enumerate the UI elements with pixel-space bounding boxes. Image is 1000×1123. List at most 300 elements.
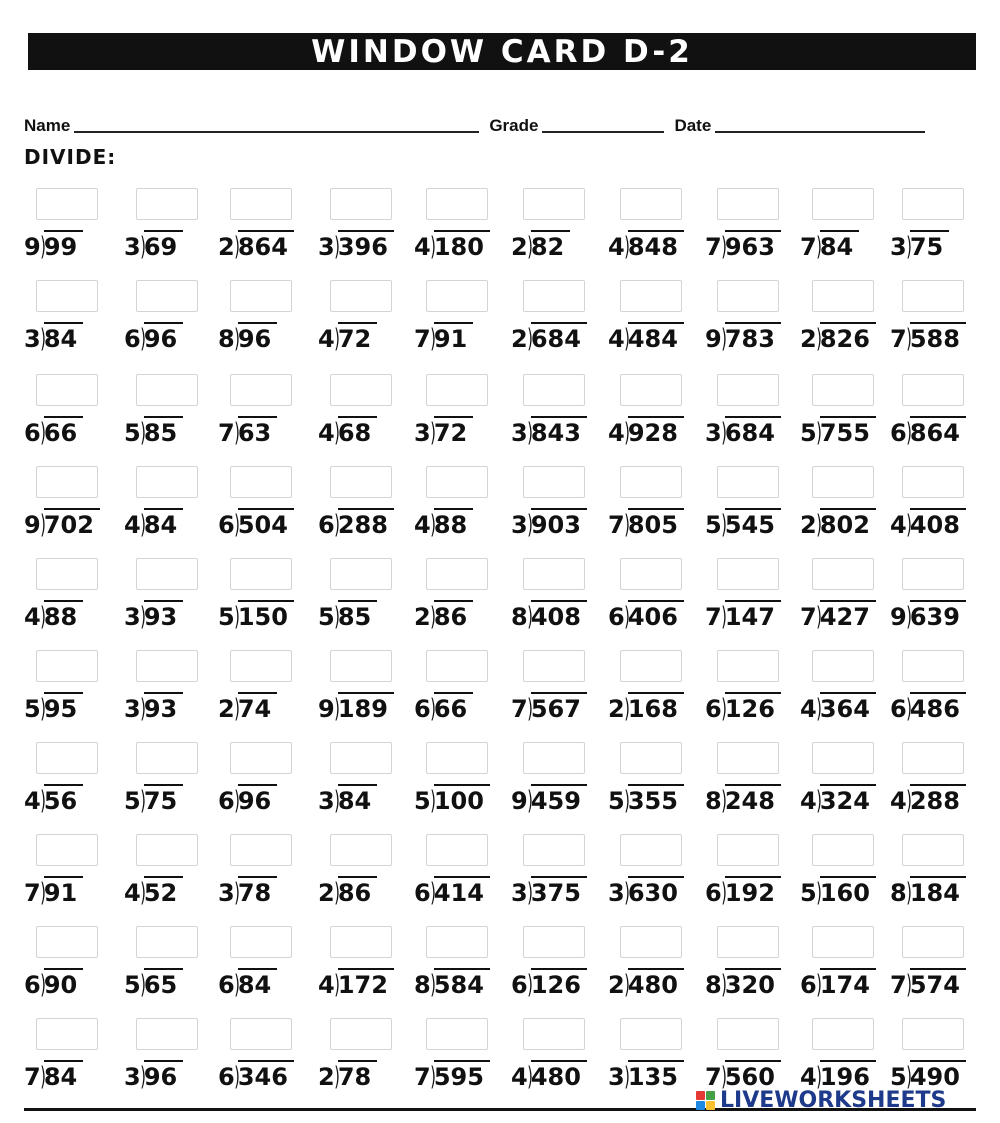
divisor: 4: [124, 511, 141, 539]
grade-label: Grade: [489, 116, 539, 135]
answer-box[interactable]: [36, 834, 98, 866]
division-expression: [218, 784, 277, 815]
division-expression: [511, 1060, 587, 1091]
divisor: 3: [124, 1063, 141, 1091]
answer-box[interactable]: [620, 558, 682, 590]
division-problem: [890, 926, 986, 1006]
dividend: 320: [725, 968, 781, 999]
divisor: 2: [318, 879, 335, 907]
division-bracket-icon: ): [815, 786, 822, 816]
answer-box[interactable]: [426, 926, 488, 958]
division-problem: [608, 834, 704, 914]
answer-box[interactable]: [230, 374, 292, 406]
division-problem: [218, 374, 314, 454]
division-problem: [705, 650, 801, 730]
division-bracket-icon: ): [39, 602, 46, 632]
divisor: 6: [24, 971, 41, 999]
division-problem: [414, 742, 510, 822]
division-problem: [124, 558, 220, 638]
division-expression: [414, 230, 490, 261]
answer-box[interactable]: [230, 926, 292, 958]
divisor: 4: [608, 419, 625, 447]
division-expression: [890, 230, 949, 261]
divisor: 5: [318, 603, 335, 631]
division-bracket-icon: ): [333, 324, 340, 354]
division-problem: [705, 834, 801, 914]
division-problem: [24, 280, 120, 360]
answer-box[interactable]: [812, 742, 874, 774]
answer-box[interactable]: [330, 742, 392, 774]
division-problem: [24, 188, 120, 268]
answer-box[interactable]: [426, 374, 488, 406]
dividend: 864: [910, 416, 966, 447]
division-bracket-icon: ): [233, 970, 240, 1000]
division-problem: [705, 466, 801, 546]
answer-box[interactable]: [717, 742, 779, 774]
division-problem: [511, 558, 607, 638]
divisor: 4: [124, 879, 141, 907]
division-bracket-icon: ): [429, 418, 436, 448]
answer-box[interactable]: [36, 466, 98, 498]
division-bracket-icon: ): [333, 786, 340, 816]
division-problem: [511, 374, 607, 454]
division-expression: [414, 600, 473, 631]
division-problem: [218, 1018, 314, 1098]
division-bracket-icon: ): [139, 694, 146, 724]
answer-box[interactable]: [620, 742, 682, 774]
answer-box[interactable]: [620, 650, 682, 682]
answer-box[interactable]: [36, 742, 98, 774]
answer-box[interactable]: [902, 466, 964, 498]
division-expression: [705, 876, 781, 907]
dividend: 459: [531, 784, 587, 815]
answer-box[interactable]: [717, 280, 779, 312]
divisor: 4: [800, 787, 817, 815]
answer-box[interactable]: [902, 280, 964, 312]
answer-box[interactable]: [230, 742, 292, 774]
division-problem: [318, 742, 414, 822]
division-bracket-icon: ): [429, 324, 436, 354]
division-bracket-icon: ): [429, 1062, 436, 1092]
answer-box[interactable]: [136, 650, 198, 682]
divisor: 2: [511, 325, 528, 353]
division-bracket-icon: ): [815, 694, 822, 724]
answer-box[interactable]: [523, 1018, 585, 1050]
answer-box[interactable]: [36, 926, 98, 958]
answer-box[interactable]: [330, 466, 392, 498]
division-bracket-icon: ): [905, 324, 912, 354]
answer-box[interactable]: [36, 188, 98, 220]
division-expression: [414, 416, 473, 447]
divisor: 4: [318, 325, 335, 353]
division-expression: [218, 230, 294, 261]
answer-box[interactable]: [620, 374, 682, 406]
divisor: 9: [24, 233, 41, 261]
answer-box[interactable]: [717, 926, 779, 958]
answer-box[interactable]: [136, 742, 198, 774]
divisor: 4: [24, 787, 41, 815]
answer-box[interactable]: [717, 374, 779, 406]
date-line: [715, 130, 925, 133]
answer-box[interactable]: [330, 926, 392, 958]
answer-box[interactable]: [426, 834, 488, 866]
dividend: 84: [238, 968, 277, 999]
division-expression: [800, 416, 876, 447]
division-bracket-icon: ): [139, 232, 146, 262]
answer-box[interactable]: [426, 466, 488, 498]
divisor: 3: [705, 419, 722, 447]
division-bracket-icon: ): [333, 970, 340, 1000]
answer-box[interactable]: [717, 188, 779, 220]
dividend: 848: [628, 230, 684, 261]
division-problem: [800, 650, 896, 730]
answer-box[interactable]: [230, 650, 292, 682]
dividend: 355: [628, 784, 684, 815]
divisor: 3: [414, 419, 431, 447]
answer-box[interactable]: [523, 188, 585, 220]
answer-box[interactable]: [136, 834, 198, 866]
division-problem: [218, 834, 314, 914]
divisor: 6: [890, 419, 907, 447]
answer-box[interactable]: [812, 834, 874, 866]
division-expression: [24, 600, 83, 631]
division-bracket-icon: ): [333, 418, 340, 448]
division-bracket-icon: ): [139, 970, 146, 1000]
division-expression: [218, 508, 294, 539]
division-expression: [608, 1060, 684, 1091]
dividend: 91: [434, 322, 473, 353]
answer-box[interactable]: [620, 1018, 682, 1050]
division-expression: [24, 968, 83, 999]
answer-box[interactable]: [230, 280, 292, 312]
divisor: 3: [218, 879, 235, 907]
division-expression: [890, 600, 966, 631]
dividend: 408: [910, 508, 966, 539]
answer-box[interactable]: [902, 188, 964, 220]
division-problem: [24, 650, 120, 730]
division-bracket-icon: ): [720, 602, 727, 632]
division-expression: [124, 230, 183, 261]
division-bracket-icon: ): [39, 510, 46, 540]
division-bracket-icon: ): [623, 694, 630, 724]
answer-box[interactable]: [812, 926, 874, 958]
answer-box[interactable]: [620, 834, 682, 866]
dividend: 567: [531, 692, 587, 723]
division-bracket-icon: ): [429, 510, 436, 540]
answer-box[interactable]: [812, 188, 874, 220]
division-problem: [608, 742, 704, 822]
division-problem: [218, 558, 314, 638]
answer-box[interactable]: [136, 188, 198, 220]
division-bracket-icon: ): [905, 602, 912, 632]
dividend: 56: [44, 784, 83, 815]
division-bracket-icon: ): [333, 510, 340, 540]
divisor: 4: [318, 971, 335, 999]
answer-box[interactable]: [330, 650, 392, 682]
divisor: 8: [890, 879, 907, 907]
division-expression: [218, 1060, 294, 1091]
division-bracket-icon: ): [815, 878, 822, 908]
answer-box[interactable]: [902, 834, 964, 866]
division-bracket-icon: ): [720, 418, 727, 448]
division-problem: [705, 1018, 801, 1098]
answer-box[interactable]: [426, 558, 488, 590]
answer-box[interactable]: [523, 374, 585, 406]
divisor: 6: [511, 971, 528, 999]
division-problem: [705, 926, 801, 1006]
answer-box[interactable]: [902, 558, 964, 590]
dividend: 85: [338, 600, 377, 631]
division-expression: [800, 692, 876, 723]
answer-box[interactable]: [136, 280, 198, 312]
answer-box[interactable]: [36, 280, 98, 312]
division-problem: [24, 742, 120, 822]
division-bracket-icon: ): [815, 602, 822, 632]
division-bracket-icon: ): [815, 418, 822, 448]
answer-box[interactable]: [620, 280, 682, 312]
answer-box[interactable]: [523, 742, 585, 774]
answer-box[interactable]: [523, 466, 585, 498]
divisor: 6: [800, 971, 817, 999]
answer-box[interactable]: [36, 650, 98, 682]
division-expression: [24, 876, 83, 907]
division-bracket-icon: ): [333, 878, 340, 908]
division-bracket-icon: ): [139, 324, 146, 354]
division-problem: [318, 1018, 414, 1098]
division-bracket-icon: ): [429, 232, 436, 262]
student-info-row: [24, 112, 976, 136]
division-problem: [24, 926, 120, 1006]
answer-box[interactable]: [330, 280, 392, 312]
division-problem: [608, 280, 704, 360]
divisor: 7: [705, 233, 722, 261]
division-problem: [511, 1018, 607, 1098]
division-problem: [318, 280, 414, 360]
division-problem: [705, 280, 801, 360]
divisor: 7: [24, 879, 41, 907]
division-expression: [890, 508, 966, 539]
answer-box[interactable]: [36, 1018, 98, 1050]
division-expression: [890, 784, 966, 815]
division-expression: [800, 1060, 876, 1091]
divisor: 3: [608, 1063, 625, 1091]
division-problem: [414, 280, 510, 360]
division-bracket-icon: ): [623, 1062, 630, 1092]
divisor: 3: [511, 879, 528, 907]
division-problem: [608, 188, 704, 268]
divisor: 6: [218, 511, 235, 539]
dividend: 805: [628, 508, 684, 539]
divisor: 5: [800, 879, 817, 907]
instruction-label: DIVIDE:: [24, 145, 117, 169]
answer-box[interactable]: [426, 650, 488, 682]
divisor: 6: [24, 419, 41, 447]
answer-box[interactable]: [426, 1018, 488, 1050]
division-expression: [608, 508, 684, 539]
division-problem: [890, 558, 986, 638]
answer-box[interactable]: [230, 558, 292, 590]
division-problem: [124, 926, 220, 1006]
answer-box[interactable]: [523, 834, 585, 866]
answer-box[interactable]: [523, 926, 585, 958]
division-problem: [705, 558, 801, 638]
division-expression: [318, 508, 394, 539]
division-expression: [24, 692, 83, 723]
dividend: 86: [338, 876, 377, 907]
answer-box[interactable]: [330, 558, 392, 590]
dividend: 72: [338, 322, 377, 353]
division-expression: [800, 600, 876, 631]
division-problem: [890, 188, 986, 268]
answer-box[interactable]: [812, 374, 874, 406]
division-problem: [800, 834, 896, 914]
division-problem: [218, 188, 314, 268]
divisor: 4: [511, 1063, 528, 1091]
division-bracket-icon: ): [905, 694, 912, 724]
division-bracket-icon: ): [429, 970, 436, 1000]
division-expression: [608, 230, 684, 261]
dividend: 66: [434, 692, 473, 723]
division-bracket-icon: ): [815, 1062, 822, 1092]
dividend: 93: [144, 600, 183, 631]
answer-box[interactable]: [812, 1018, 874, 1050]
answer-box[interactable]: [426, 188, 488, 220]
divisor: 2: [318, 1063, 335, 1091]
division-expression: [24, 230, 83, 261]
division-bracket-icon: ): [623, 324, 630, 354]
divisor: 3: [511, 419, 528, 447]
divisor: 5: [218, 603, 235, 631]
answer-box[interactable]: [717, 466, 779, 498]
answer-box[interactable]: [136, 374, 198, 406]
division-problem: [511, 650, 607, 730]
division-expression: [414, 784, 490, 815]
division-expression: [318, 416, 377, 447]
answer-box[interactable]: [36, 374, 98, 406]
grade-line: [542, 130, 664, 133]
dividend: 66: [44, 416, 83, 447]
answer-box[interactable]: [523, 558, 585, 590]
answer-box[interactable]: [36, 558, 98, 590]
division-expression: [890, 692, 966, 723]
division-problem: [24, 834, 120, 914]
division-bracket-icon: ): [139, 602, 146, 632]
answer-box[interactable]: [523, 650, 585, 682]
dividend: 78: [338, 1060, 377, 1091]
division-bracket-icon: ): [429, 694, 436, 724]
dividend: 96: [144, 1060, 183, 1091]
answer-box[interactable]: [812, 650, 874, 682]
answer-box[interactable]: [812, 558, 874, 590]
dividend: 180: [434, 230, 490, 261]
division-bracket-icon: ): [429, 878, 436, 908]
division-bracket-icon: ): [39, 786, 46, 816]
division-bracket-icon: ): [233, 602, 240, 632]
answer-box[interactable]: [330, 1018, 392, 1050]
answer-box[interactable]: [717, 1018, 779, 1050]
division-expression: [24, 784, 83, 815]
answer-box[interactable]: [330, 188, 392, 220]
division-problem: [318, 834, 414, 914]
dividend: 69: [144, 230, 183, 261]
answer-box[interactable]: [230, 466, 292, 498]
dividend: 928: [628, 416, 684, 447]
divisor: 5: [890, 1063, 907, 1091]
division-problem: [890, 650, 986, 730]
division-expression: [124, 692, 183, 723]
divisor: 8: [705, 971, 722, 999]
answer-box[interactable]: [902, 926, 964, 958]
division-bracket-icon: ): [333, 1062, 340, 1092]
answer-box[interactable]: [230, 834, 292, 866]
division-expression: [318, 876, 377, 907]
division-problem: [414, 558, 510, 638]
answer-box[interactable]: [902, 1018, 964, 1050]
answer-box[interactable]: [136, 466, 198, 498]
dividend: 84: [144, 508, 183, 539]
answer-box[interactable]: [812, 280, 874, 312]
dividend: 504: [238, 508, 294, 539]
division-bracket-icon: ): [720, 232, 727, 262]
division-problem: [608, 926, 704, 1006]
answer-box[interactable]: [523, 280, 585, 312]
answer-box[interactable]: [426, 280, 488, 312]
answer-box[interactable]: [136, 926, 198, 958]
answer-box[interactable]: [717, 558, 779, 590]
dividend: 99: [44, 230, 83, 261]
division-expression: [511, 876, 587, 907]
dividend: 702: [44, 508, 100, 539]
answer-box[interactable]: [230, 188, 292, 220]
answer-box[interactable]: [717, 650, 779, 682]
division-expression: [890, 1060, 966, 1091]
dividend: 480: [628, 968, 684, 999]
divisor: 9: [24, 511, 41, 539]
answer-box[interactable]: [812, 466, 874, 498]
answer-box[interactable]: [902, 374, 964, 406]
dividend: 126: [531, 968, 587, 999]
liveworksheets-watermark: [696, 1088, 946, 1113]
answer-box[interactable]: [230, 1018, 292, 1050]
name-line: [74, 130, 479, 133]
answer-box[interactable]: [136, 558, 198, 590]
division-problem: [24, 558, 120, 638]
answer-box[interactable]: [620, 188, 682, 220]
answer-box[interactable]: [902, 742, 964, 774]
division-bracket-icon: ): [623, 602, 630, 632]
dividend: 490: [910, 1060, 966, 1091]
division-problem: [608, 1018, 704, 1098]
division-expression: [800, 322, 876, 353]
divisor: 5: [124, 787, 141, 815]
answer-box[interactable]: [620, 926, 682, 958]
answer-box[interactable]: [330, 374, 392, 406]
answer-box[interactable]: [717, 834, 779, 866]
dividend: 684: [531, 322, 587, 353]
dividend: 68: [338, 416, 377, 447]
answer-box[interactable]: [426, 742, 488, 774]
dividend: 72: [434, 416, 473, 447]
answer-box[interactable]: [136, 1018, 198, 1050]
division-expression: [608, 968, 684, 999]
division-problem: [511, 742, 607, 822]
divisor: 6: [705, 695, 722, 723]
divisor: 3: [124, 695, 141, 723]
answer-box[interactable]: [620, 466, 682, 498]
divisor: 4: [800, 695, 817, 723]
answer-box[interactable]: [330, 834, 392, 866]
answer-box[interactable]: [902, 650, 964, 682]
